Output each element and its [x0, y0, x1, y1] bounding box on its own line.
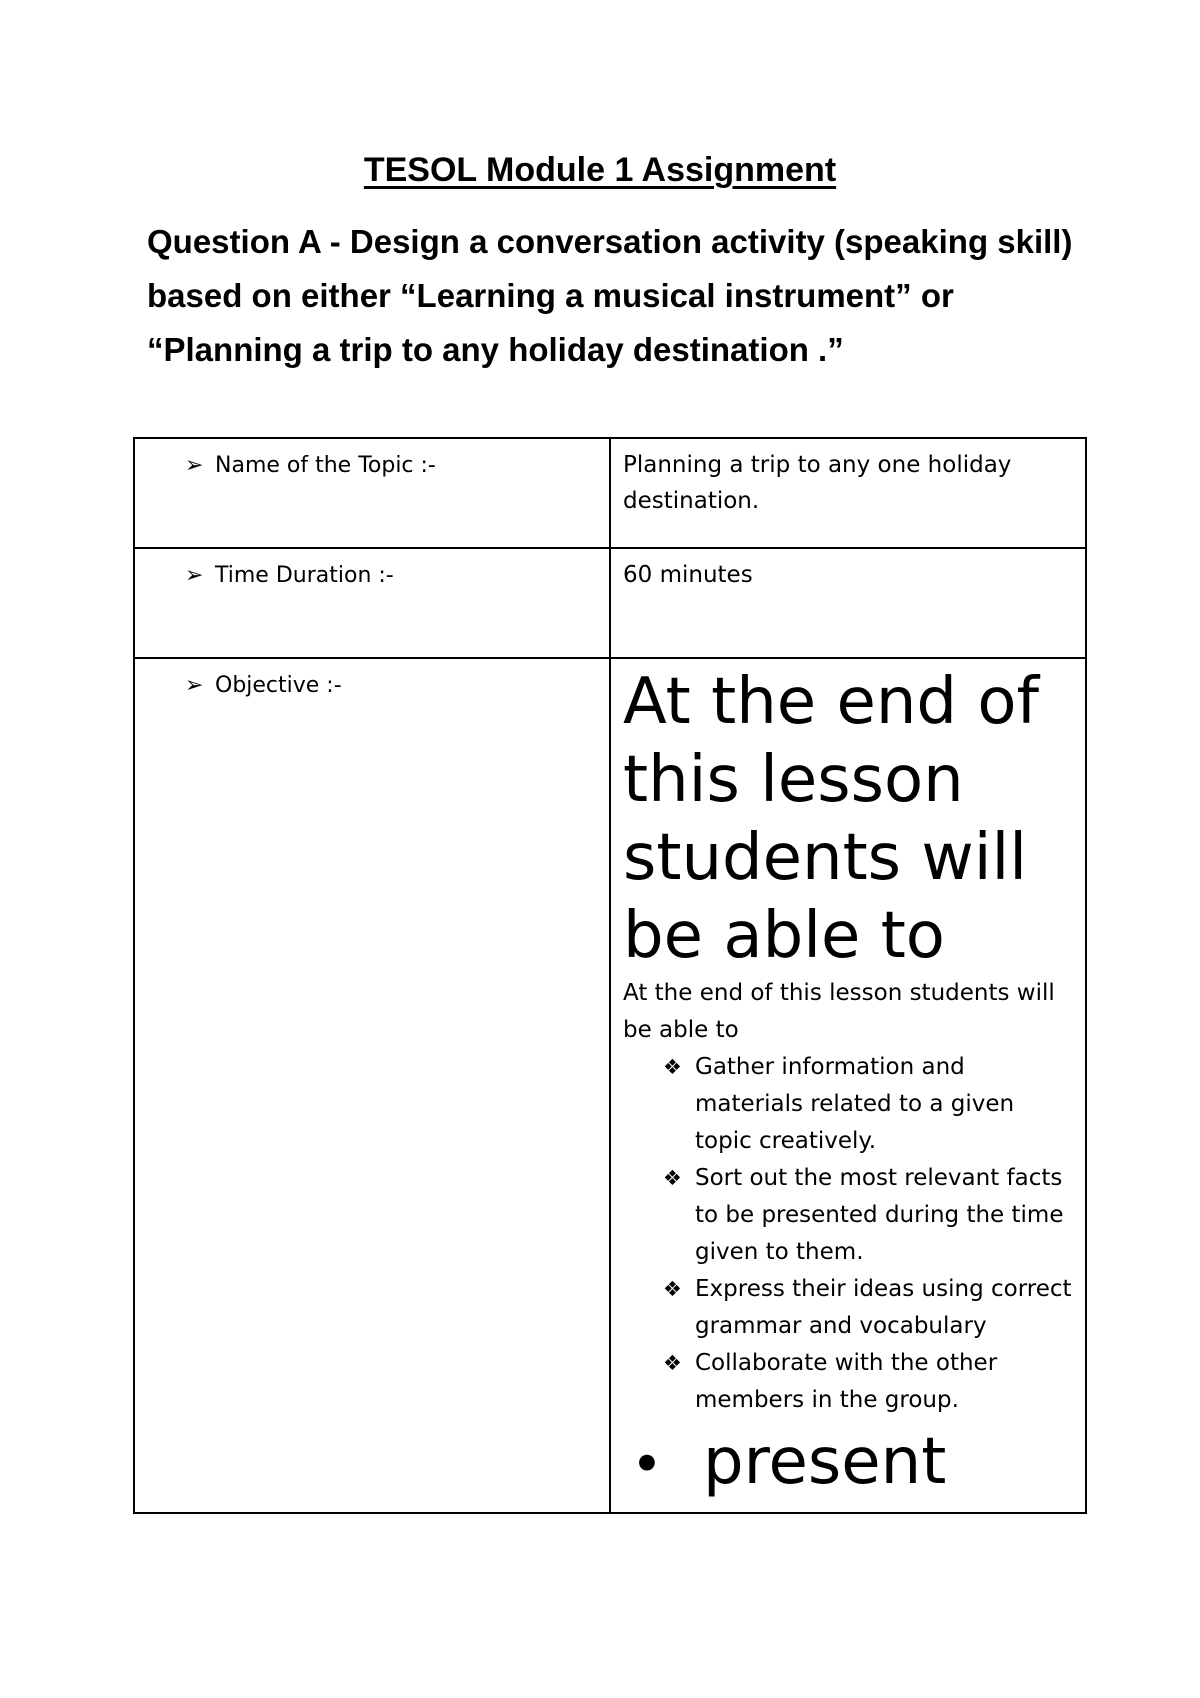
lesson-plan-table	[133, 437, 1087, 1514]
table-row-objective	[134, 658, 1086, 1513]
list-item	[663, 1345, 1075, 1419]
trailing-bullet-text: present	[703, 1425, 947, 1499]
trailing-bullet-item	[623, 1423, 1075, 1504]
objective-text: Gather information and materials related to a given topic creatively.	[695, 1054, 1015, 1154]
topic-label-cell	[134, 438, 610, 548]
table-row-topic	[134, 438, 1086, 548]
objective-intro: At the end of this lesson students will be able to	[623, 980, 1055, 1043]
objective-value-cell	[610, 658, 1086, 1513]
diamond-bullet-icon: ❖	[663, 1277, 682, 1301]
objective-label-cell	[134, 658, 610, 1513]
objective-label: Objective :-	[215, 673, 342, 698]
duration-value: 60 minutes	[623, 562, 753, 588]
diamond-bullet-icon: ❖	[663, 1351, 682, 1375]
document-title: TESOL Module 1 Assignment	[363, 151, 837, 189]
topic-value-cell	[610, 438, 1086, 548]
table-row-duration	[134, 548, 1086, 658]
objective-text: Collaborate with the other members in the group.	[695, 1350, 998, 1413]
list-item	[663, 1271, 1075, 1345]
objective-large-heading: At the end of this lesson students will be able to	[623, 665, 1040, 973]
topic-label: Name of the Topic :-	[215, 453, 436, 478]
duration-label-cell	[134, 548, 610, 658]
arrow-bullet-icon: ➢	[185, 453, 204, 478]
duration-value-cell	[610, 548, 1086, 658]
objective-text: Sort out the most relevant facts to be presented during the time given to them.	[695, 1165, 1064, 1265]
diamond-bullet-icon: ❖	[663, 1166, 682, 1190]
question-text: Question A - Design a conversation activity (speaking skill) based on either “Learning a musical instrument” or “Planning a trip to any holiday destination .”	[147, 223, 1073, 368]
objective-text: Express their ideas using correct grammar and vocabulary	[695, 1276, 1072, 1339]
arrow-bullet-icon: ➢	[185, 563, 204, 588]
objectives-list	[623, 1049, 1075, 1419]
duration-label: Time Duration :-	[215, 563, 394, 588]
arrow-bullet-icon: ➢	[185, 673, 204, 698]
topic-value: Planning a trip to any one holiday destination.	[623, 452, 1012, 514]
list-item	[663, 1049, 1075, 1160]
list-item	[663, 1160, 1075, 1271]
diamond-bullet-icon: ❖	[663, 1055, 682, 1079]
round-bullet-icon: •	[631, 1433, 663, 1496]
